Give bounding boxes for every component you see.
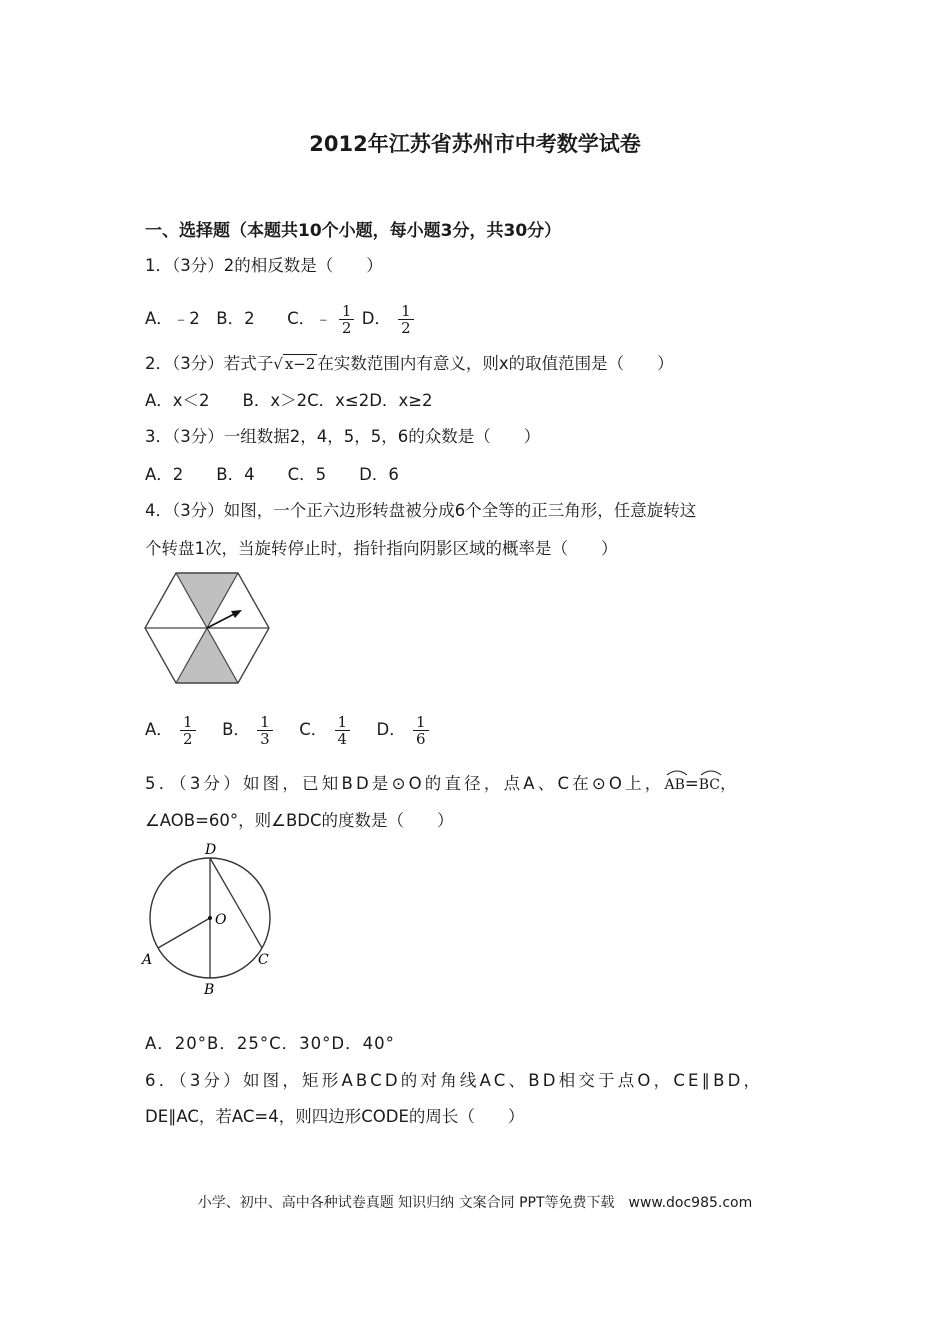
- q1-option-c: C．﹣: [287, 309, 332, 328]
- arc-ab: AB: [665, 774, 685, 796]
- q1-option-d: D．: [361, 309, 391, 328]
- q6-stem-line2: DE∥AC，若AC=4，则四边形CODE的周长（ ）: [145, 1107, 525, 1126]
- q5-comma: ，: [720, 774, 737, 793]
- q2-stem-post: 在实数范围内有意义，则x的取值范围是（ ）: [317, 354, 674, 373]
- page-footer: 小学、初中、高中各种试卷真题 知识归纳 文案合同 PPT等免费下载 www.doc985.com: [197, 1195, 753, 1211]
- arc-bc: BC: [699, 774, 720, 796]
- q4-option-d-fraction: $\frac{1}{6}$: [413, 714, 429, 747]
- center-point: [208, 916, 212, 920]
- q5-stem-line1: [145, 773, 737, 796]
- q5-options: A．20°B．25°C．30°D．40°: [145, 1034, 395, 1053]
- q1-stem: 1．（3分）2的相反数是（ ）: [145, 256, 383, 275]
- label-c: C: [258, 952, 269, 968]
- shaded-triangle-bottom: [176, 628, 238, 683]
- q4-stem-line1: 4．（3分）如图，一个正六边形转盘被分成6个全等的正三角形，任意旋转这: [145, 501, 697, 520]
- q5-stem-text: 5．（3分）如图，已知BD是⊙O的直径，点A、C在⊙O上，: [145, 774, 665, 793]
- q4-option-b: B．: [222, 720, 250, 739]
- q6-stem-line1: 6．（3分）如图，矩形ABCD的对角线AC、BD相交于点O，CE∥BD，: [145, 1071, 764, 1090]
- q4-option-c: C．: [299, 720, 328, 739]
- q2-radicand: x−2: [284, 355, 316, 373]
- label-o: O: [215, 912, 227, 928]
- label-a: A: [142, 952, 153, 968]
- q3-options: A．2 B．4 C．5 D．6: [145, 465, 399, 484]
- q4-option-a-fraction: $\frac{1}{2}$: [180, 714, 196, 747]
- shaded-triangle-top: [176, 573, 238, 628]
- q4-option-c-fraction: $\frac{1}{4}$: [335, 714, 351, 747]
- radius-oa: [158, 918, 210, 948]
- q3-stem: 3．（3分）一组数据2，4，5，5，6的众数是（ ）: [145, 427, 541, 446]
- q4-option-b-fraction: $\frac{1}{3}$: [257, 714, 273, 747]
- q4-option-a: A．: [145, 720, 173, 739]
- q1-option-c-fraction: $\frac{1}{2}$: [339, 303, 355, 336]
- hexagon-spinner-figure: [142, 570, 272, 686]
- section-heading: 一、选择题（本题共10个小题，每小题3分，共30分）: [145, 221, 562, 241]
- chord-dc: [210, 858, 262, 948]
- q5-stem-line2: ∠AOB=60°，则∠BDC的度数是（ ）: [145, 811, 454, 830]
- q2-sqrt-expression: √ x−2: [273, 355, 316, 373]
- q2-stem-pre: 2．（3分）若式子: [145, 354, 274, 373]
- q4-stem-line2: 个转盘1次，当旋转停止时，指针指向阴影区域的概率是（ ）: [145, 539, 618, 558]
- label-d: D: [205, 842, 217, 858]
- label-b: B: [204, 982, 215, 998]
- q1-option-b: B．2: [216, 309, 255, 328]
- q4-options: [145, 714, 431, 747]
- q2-options: A．x＜2 B．x＞2C．x≤2D．x≥2: [145, 391, 433, 410]
- circle-diameter-figure: [138, 838, 278, 998]
- q1-option-d-fraction: $\frac{1}{2}$: [398, 303, 414, 336]
- q5-equals: =: [684, 774, 699, 793]
- page-title: 2012年江苏省苏州市中考数学试卷: [309, 132, 641, 156]
- q2-stem: [145, 353, 674, 375]
- q4-option-d: D．: [376, 720, 406, 739]
- q1-option-a: A．﹣2: [145, 309, 200, 328]
- q1-options: [145, 303, 416, 336]
